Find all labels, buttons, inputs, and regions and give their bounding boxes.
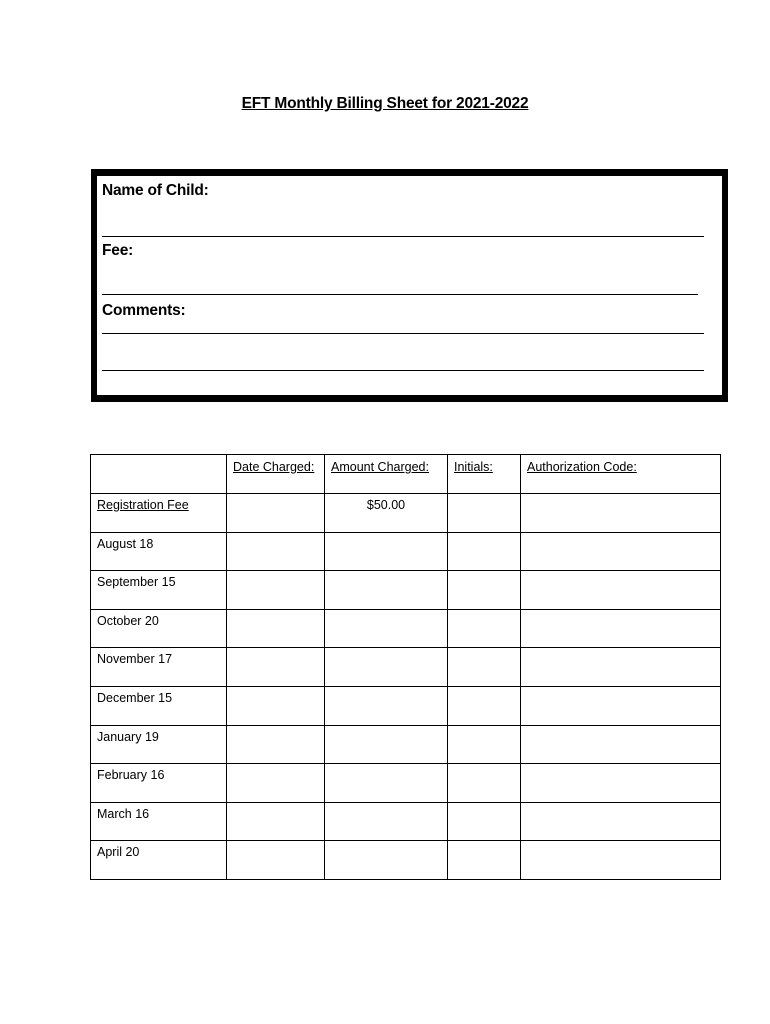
date-cell[interactable] [227, 571, 325, 610]
amount-cell[interactable] [325, 725, 448, 764]
date-cell[interactable] [227, 841, 325, 880]
header-initials: Initials: [448, 455, 521, 494]
header-row-label [91, 455, 227, 494]
row-label: March 16 [91, 802, 227, 841]
table-row [91, 571, 721, 610]
auth-code-cell[interactable] [521, 494, 721, 533]
comments-line-1[interactable] [102, 333, 704, 334]
row-label: September 15 [91, 571, 227, 610]
date-cell[interactable] [227, 648, 325, 687]
row-label: December 15 [91, 686, 227, 725]
table-row [91, 494, 721, 533]
date-cell[interactable] [227, 609, 325, 648]
initials-cell[interactable] [448, 802, 521, 841]
page-title: EFT Monthly Billing Sheet for 2021-2022 [241, 95, 529, 112]
amount-cell[interactable] [325, 764, 448, 803]
row-label: November 17 [91, 648, 227, 687]
amount-cell[interactable] [325, 648, 448, 687]
name-of-child-line[interactable] [102, 236, 704, 237]
date-cell[interactable] [227, 686, 325, 725]
amount-cell[interactable] [325, 686, 448, 725]
amount-cell[interactable] [325, 841, 448, 880]
auth-code-cell[interactable] [521, 686, 721, 725]
amount-cell[interactable] [325, 532, 448, 571]
initials-cell[interactable] [448, 841, 521, 880]
date-cell[interactable] [227, 725, 325, 764]
initials-cell[interactable] [448, 764, 521, 803]
date-cell[interactable] [227, 494, 325, 533]
table-row [91, 802, 721, 841]
amount-cell[interactable] [325, 571, 448, 610]
auth-code-cell[interactable] [521, 764, 721, 803]
table-header-row [91, 455, 721, 494]
table-row [91, 609, 721, 648]
header-date-charged: Date Charged: [227, 455, 325, 494]
billing-table [90, 454, 721, 880]
fee-label: Fee: [102, 242, 134, 259]
row-label: January 19 [91, 725, 227, 764]
row-label: April 20 [91, 841, 227, 880]
date-cell[interactable] [227, 802, 325, 841]
amount-cell[interactable] [325, 609, 448, 648]
table-row [91, 532, 721, 571]
auth-code-cell[interactable] [521, 532, 721, 571]
fee-line[interactable] [102, 294, 698, 295]
date-cell[interactable] [227, 532, 325, 571]
initials-cell[interactable] [448, 648, 521, 687]
auth-code-cell[interactable] [521, 609, 721, 648]
initials-cell[interactable] [448, 571, 521, 610]
table-row [91, 841, 721, 880]
row-label: Registration Fee [91, 494, 227, 533]
initials-cell[interactable] [448, 494, 521, 533]
row-label: October 20 [91, 609, 227, 648]
amount-cell[interactable]: $50.00 [325, 494, 448, 533]
auth-code-cell[interactable] [521, 802, 721, 841]
initials-cell[interactable] [448, 725, 521, 764]
child-info-box [91, 169, 728, 402]
amount-cell[interactable] [325, 802, 448, 841]
initials-cell[interactable] [448, 686, 521, 725]
name-of-child-label: Name of Child: [102, 182, 209, 199]
comments-line-2[interactable] [102, 370, 704, 371]
table-row [91, 764, 721, 803]
comments-label: Comments: [102, 302, 186, 319]
header-amount-charged: Amount Charged: [325, 455, 448, 494]
date-cell[interactable] [227, 764, 325, 803]
auth-code-cell[interactable] [521, 648, 721, 687]
initials-cell[interactable] [448, 532, 521, 571]
table-row [91, 686, 721, 725]
initials-cell[interactable] [448, 609, 521, 648]
table-row [91, 648, 721, 687]
auth-code-cell[interactable] [521, 725, 721, 764]
header-authorization-code: Authorization Code: [521, 455, 721, 494]
row-label: August 18 [91, 532, 227, 571]
auth-code-cell[interactable] [521, 841, 721, 880]
table-row [91, 725, 721, 764]
row-label: February 16 [91, 764, 227, 803]
auth-code-cell[interactable] [521, 571, 721, 610]
